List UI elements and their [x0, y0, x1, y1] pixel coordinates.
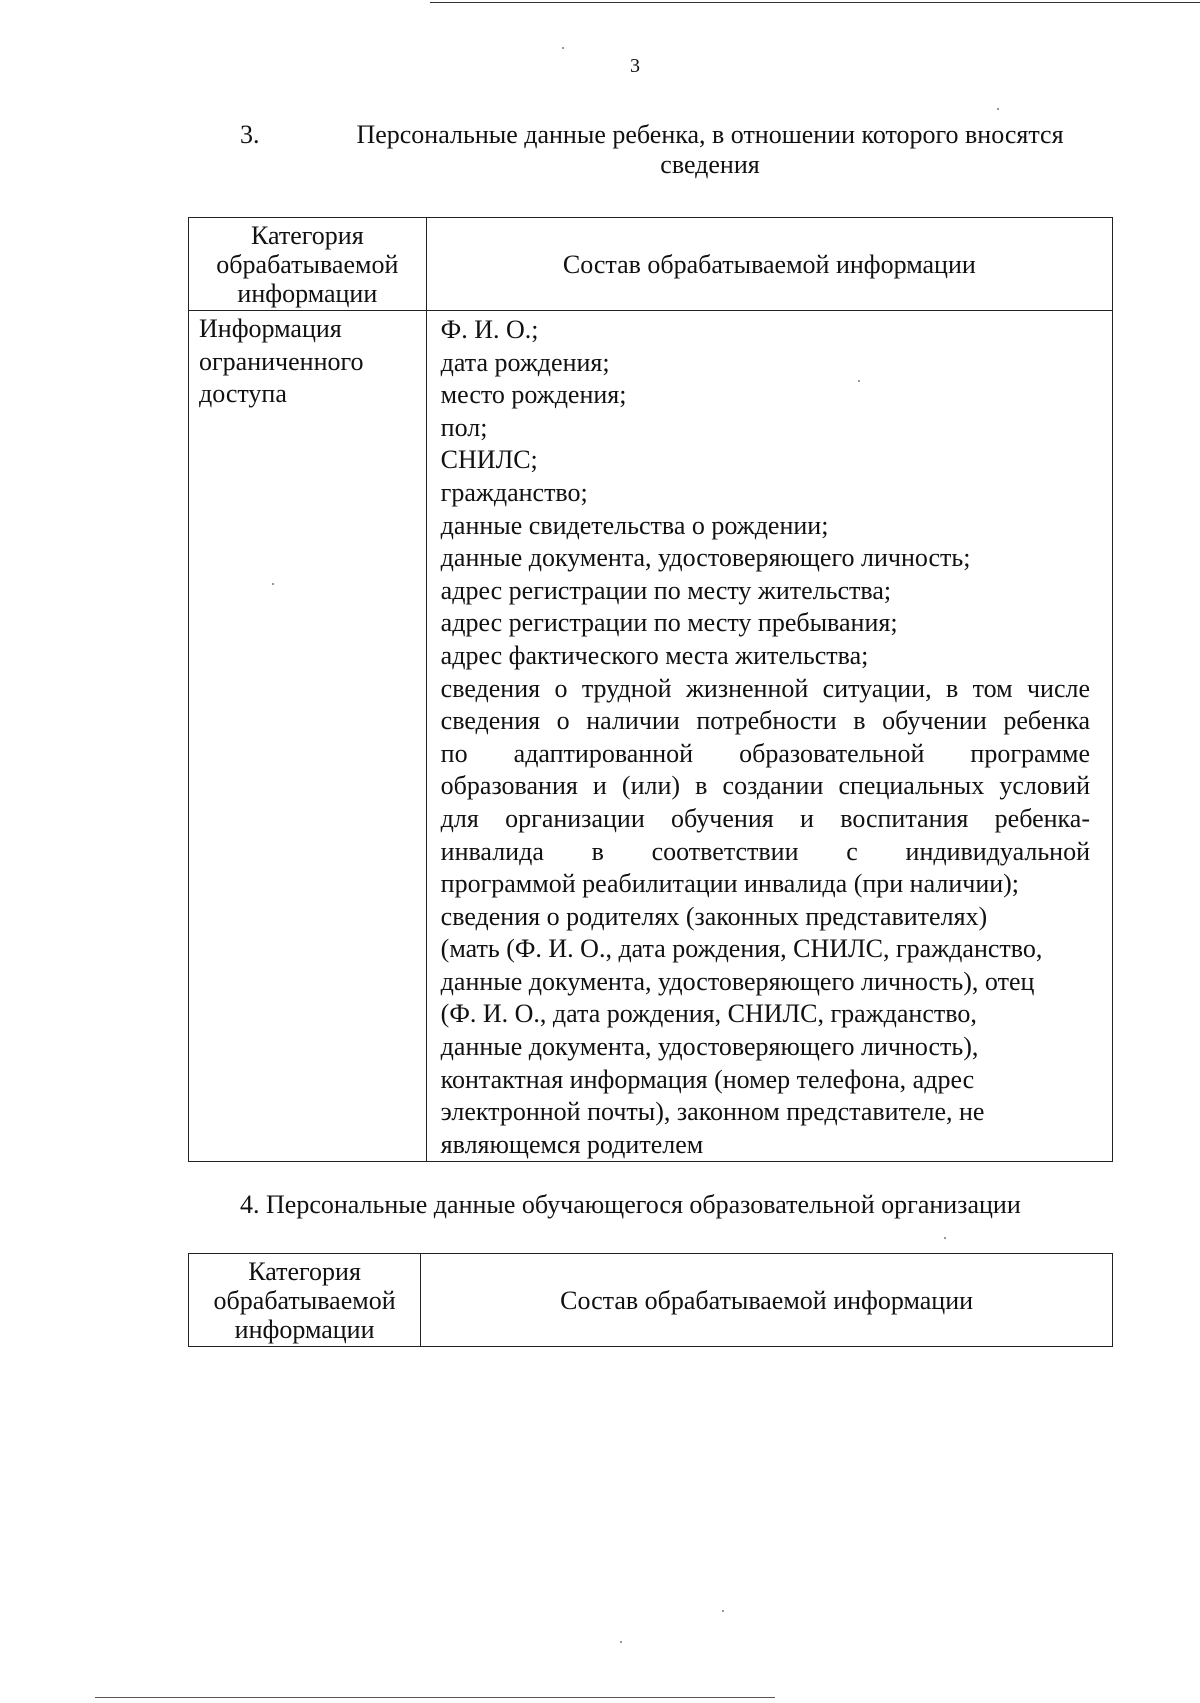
section-3-heading: [240, 120, 1100, 180]
section-3-number: 3.: [240, 120, 260, 149]
top-rule: [430, 2, 1200, 3]
category-header-line: информации: [237, 279, 378, 308]
category-line: ограниченного: [199, 346, 364, 376]
list-item: пол;: [440, 412, 488, 442]
list-item: место рождения;: [440, 380, 627, 410]
list-item: контактная информация (номер телефона, адрес: [440, 1064, 975, 1094]
category-header-cell: [189, 1254, 421, 1347]
list-item: данные документа, удостоверяющего личность),: [440, 1032, 979, 1062]
section-3-table: [188, 217, 1113, 1162]
category-cell: [189, 311, 427, 1162]
section-4-heading: [240, 1190, 1140, 1220]
composition-cell: [426, 311, 1112, 1162]
list-item: данные документа, удостоверяющего личность), отец: [440, 966, 1035, 996]
list-item: являющемся родителем: [440, 1129, 704, 1159]
list-item: электронной почты), законном представителе, не: [440, 1097, 985, 1127]
list-item: Ф. И. О.;: [440, 315, 539, 344]
list-item: для организации обучения и воспитания ребенка-: [440, 803, 1090, 833]
category-line: доступа: [199, 379, 287, 409]
list-item: адрес регистрации по месту жительства;: [440, 575, 892, 605]
composition-header-cell: Состав обрабатываемой информации: [426, 218, 1112, 311]
category-header-line: Категория: [248, 1257, 361, 1286]
table-row: [189, 311, 1113, 1162]
category-header-cell: [189, 218, 427, 311]
section-4-title: Персональные данные обучающегося образовательной организации: [266, 1190, 1021, 1219]
list-item: инвалида в соответствии с индивидуальной: [440, 836, 1090, 866]
scan-speck: [858, 380, 860, 382]
list-item: по адаптированной образовательной программе: [440, 738, 1090, 768]
scan-speck: [562, 47, 564, 49]
table-header-row: [189, 218, 1113, 311]
scan-speck: [620, 1641, 622, 1643]
category-header-line: информации: [234, 1315, 375, 1344]
list-item: адрес фактического места жительства;: [440, 640, 869, 670]
table-header-row: [189, 1254, 1113, 1347]
scan-speck: [272, 583, 274, 585]
list-item: сведения о трудной жизненной ситуации, в том числе: [440, 673, 1090, 703]
scan-speck: [997, 108, 999, 110]
list-item: (мать (Ф. И. О., дата рождения, СНИЛС, гражданство,: [440, 934, 1043, 964]
category-header-line: обрабатываемой: [216, 250, 399, 279]
list-item: образования и (или) в создании специальных условий: [440, 771, 1090, 801]
list-item: адрес регистрации по месту пребывания;: [440, 608, 898, 638]
list-item: программой реабилитации инвалида (при наличии);: [440, 869, 1020, 899]
section-3-title-line-1: Персональные данные ребенка, в отношении которого вносятся: [356, 120, 1064, 149]
category-header-line: Категория: [251, 221, 364, 250]
section-3-title-line-2: сведения: [660, 150, 760, 179]
list-item: СНИЛС;: [440, 445, 538, 475]
composition-header-cell: Состав обрабатываемой информации: [421, 1254, 1113, 1347]
list-item: данные документа, удостоверяющего личность;: [440, 543, 971, 573]
scan-speck: [944, 1237, 946, 1239]
bottom-rule: [95, 1697, 775, 1698]
list-item: данные свидетельства о рождении;: [440, 510, 829, 540]
list-item: сведения о родителях (законных представителях): [440, 901, 988, 931]
list-item: дата рождения;: [440, 347, 610, 377]
list-item: сведения о наличии потребности в обучении ребенка: [440, 706, 1090, 736]
list-item: (Ф. И. О., дата рождения, СНИЛС, гражданство,: [440, 999, 977, 1029]
section-4-table: [188, 1253, 1113, 1347]
category-line: Информация: [199, 314, 342, 343]
section-4-number: 4.: [240, 1190, 260, 1219]
category-header-line: обрабатываемой: [213, 1286, 396, 1315]
list-item: гражданство;: [440, 477, 588, 507]
scan-speck: [722, 1610, 724, 1612]
page-number: 3: [630, 55, 640, 77]
